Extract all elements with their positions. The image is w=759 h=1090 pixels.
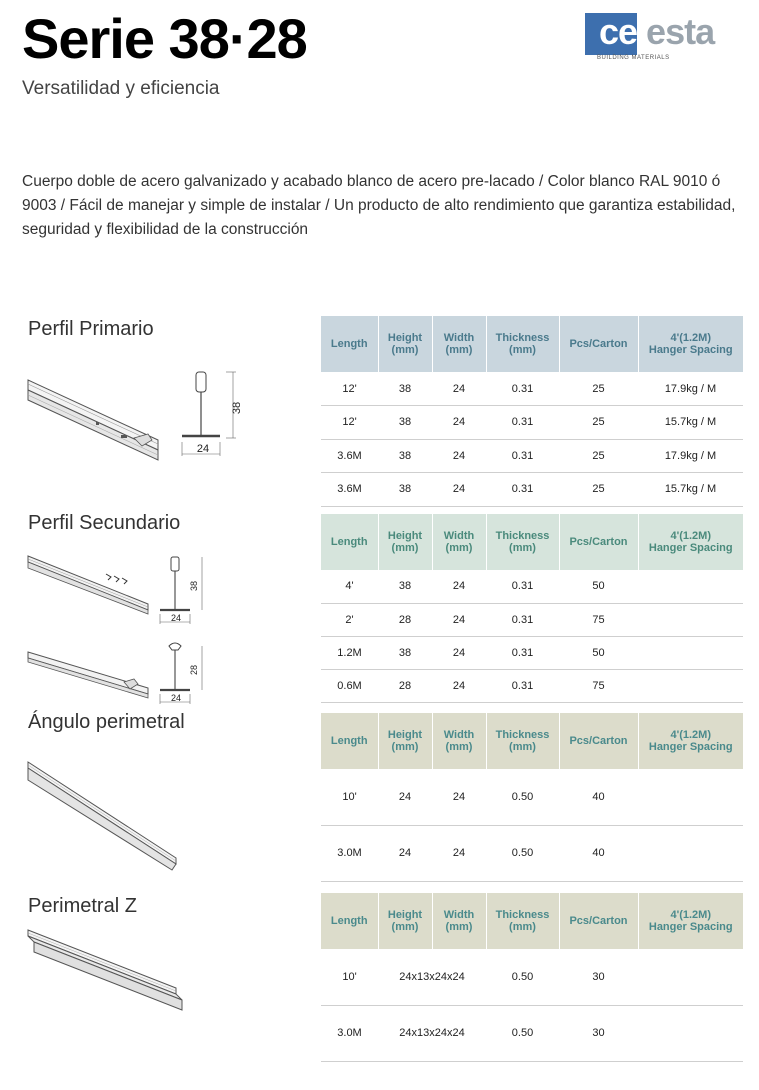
table-cell: 15.7kg / M [638,473,743,507]
column-header: Thickness (mm) [486,514,559,570]
table-row [321,636,743,669]
table-cell: 50 [559,570,638,603]
table-cell: 24 [432,669,486,702]
table-cell: 17.9kg / M [638,372,743,406]
table-header-row [321,893,743,949]
table-cell: 24 [432,473,486,507]
table-header-row [321,713,743,769]
table-row [321,603,743,636]
table-cell: 10' [321,769,378,825]
table-cell [638,603,743,636]
table-cell: 25 [559,473,638,507]
table-cell: 25 [559,372,638,406]
table-cell: 0.6M [321,669,378,702]
column-header: Thickness (mm) [486,893,559,949]
table-cell: 50 [559,636,638,669]
table-cell: 0.31 [486,636,559,669]
page-title: Serie 38·28 [22,7,307,70]
table-cell: 25 [559,406,638,440]
column-header: Pcs/Carton [559,514,638,570]
secondary-a-height-dim: 38 [189,580,199,592]
table-cell: 3.6M [321,439,378,473]
table-cell [638,1005,743,1061]
table-cell: 24 [378,769,432,825]
table-cell: 38 [378,406,432,440]
table-cell [638,570,743,603]
table-cell: 2' [321,603,378,636]
table-cell: 0.31 [486,372,559,406]
table-cell: 40 [559,769,638,825]
column-header: 4'(1.2M) Hanger Spacing [638,514,743,570]
table-row [321,1005,743,1061]
table-cell: 3.6M [321,473,378,507]
table-cell: 38 [378,636,432,669]
column-header: Pcs/Carton [559,893,638,949]
table-cell: 0.50 [486,949,559,1005]
table-cell: 28 [378,669,432,702]
section-title-angulo-perimetral: Ángulo perimetral [28,711,185,733]
table-cell: 12' [321,406,378,440]
column-header: 4'(1.2M) Hanger Spacing [638,893,743,949]
section-title-perfil-secundario: Perfil Secundario [28,512,181,534]
table-header-row [321,514,743,570]
logo-wordmark: celesta [599,11,715,52]
table-cell: 75 [559,603,638,636]
table-cell: 1.2M [321,636,378,669]
table-row [321,439,743,473]
column-header: Pcs/Carton [559,316,638,372]
angle-profile-illustration [26,758,182,874]
table-cell [638,949,743,1005]
table-cell: 38 [378,570,432,603]
table-cell: 17.9kg / M [638,439,743,473]
column-header: Width (mm) [432,514,486,570]
column-header: Length [321,316,378,372]
table-row [321,949,743,1005]
table-cell: 0.50 [486,825,559,881]
column-header: Height (mm) [378,316,432,372]
primary-section-dimension-drawing [178,366,246,462]
column-header: Width (mm) [432,316,486,372]
table-cell: 28 [378,603,432,636]
table-cell: 15.7kg / M [638,406,743,440]
primary-width-dim: 24 [196,443,210,455]
column-header: Width (mm) [432,893,486,949]
table-row [321,372,743,406]
table-cell: 38 [378,473,432,507]
z-profile-illustration [26,926,184,1018]
secondary-b-width-dim: 24 [170,693,182,703]
column-header: Length [321,713,378,769]
secondary-b-height-dim: 28 [189,664,199,676]
spec-table-angulo-perimetral [321,713,743,882]
table-cell [638,825,743,881]
column-header: 4'(1.2M) Hanger Spacing [638,713,743,769]
table-cell: 3.0M [321,825,378,881]
table-cell: 24 [432,439,486,473]
table-cell: 24 [432,406,486,440]
column-header: Thickness (mm) [486,713,559,769]
column-header: Length [321,893,378,949]
table-row [321,669,743,702]
table-cell: 30 [559,1005,638,1061]
table-row [321,570,743,603]
table-cell: 0.31 [486,603,559,636]
column-header: Thickness (mm) [486,316,559,372]
product-description: Cuerpo doble de acero galvanizado y acabado blanco de acero pre-lacado / Color blanco RAL 9010 ó 9003 / Fácil de manejar y simple de instalar / Un producto de alto rendimiento que garantiza estabilidad, seguridad y flexibilidad de la construcción [22,173,736,238]
section-title-perfil-primario: Perfil Primario [28,318,154,340]
table-cell: 12' [321,372,378,406]
logo-tagline: BUILDING MATERIALS [597,55,670,61]
page-subtitle: Versatilidad y eficiencia [22,78,220,99]
table-cell [638,669,743,702]
table-cell: 24 [432,636,486,669]
table-cell: 30 [559,949,638,1005]
table-cell: 38 [378,439,432,473]
table-cell: 24 [432,372,486,406]
table-cell [638,769,743,825]
table-header-row [321,316,743,372]
table-cell [638,636,743,669]
column-header: Pcs/Carton [559,713,638,769]
column-header: Width (mm) [432,713,486,769]
column-header: Length [321,514,378,570]
section-title-perimetral-z: Perimetral Z [28,895,137,917]
table-row [321,473,743,507]
table-cell: 24 [432,825,486,881]
table-cell: 24 [432,603,486,636]
spec-table-perfil-primario [321,316,743,507]
table-cell: 24 [432,769,486,825]
table-cell: 0.31 [486,439,559,473]
primary-profile-illustration [26,370,160,465]
column-header: 4'(1.2M) Hanger Spacing [638,316,743,372]
table-cell: 40 [559,825,638,881]
table-cell: 0.50 [486,1005,559,1061]
table-cell: 24x13x24x24 [378,949,486,1005]
table-cell: 0.50 [486,769,559,825]
spec-table-perfil-secundario [321,514,743,703]
primary-height-dim: 38 [231,401,243,415]
table-cell: 10' [321,949,378,1005]
table-cell: 25 [559,439,638,473]
secondary-section-b-dimension-drawing [156,640,214,708]
table-cell: 24x13x24x24 [378,1005,486,1061]
celesta-logo [585,13,745,65]
table-cell: 24 [378,825,432,881]
spec-table-perimetral-z [321,893,743,1062]
table-cell: 24 [432,570,486,603]
table-row [321,769,743,825]
table-cell: 38 [378,372,432,406]
table-cell: 0.31 [486,473,559,507]
table-cell: 0.31 [486,570,559,603]
table-cell: 0.31 [486,406,559,440]
column-header: Height (mm) [378,893,432,949]
column-header: Height (mm) [378,514,432,570]
secondary-a-width-dim: 24 [170,613,182,623]
secondary-profile-b-illustration [26,648,150,700]
column-header: Height (mm) [378,713,432,769]
secondary-profile-a-illustration [26,552,150,616]
table-cell: 4' [321,570,378,603]
table-cell: 3.0M [321,1005,378,1061]
table-row [321,825,743,881]
secondary-section-a-dimension-drawing [156,554,214,626]
table-cell: 0.31 [486,669,559,702]
table-row [321,406,743,440]
table-cell: 75 [559,669,638,702]
